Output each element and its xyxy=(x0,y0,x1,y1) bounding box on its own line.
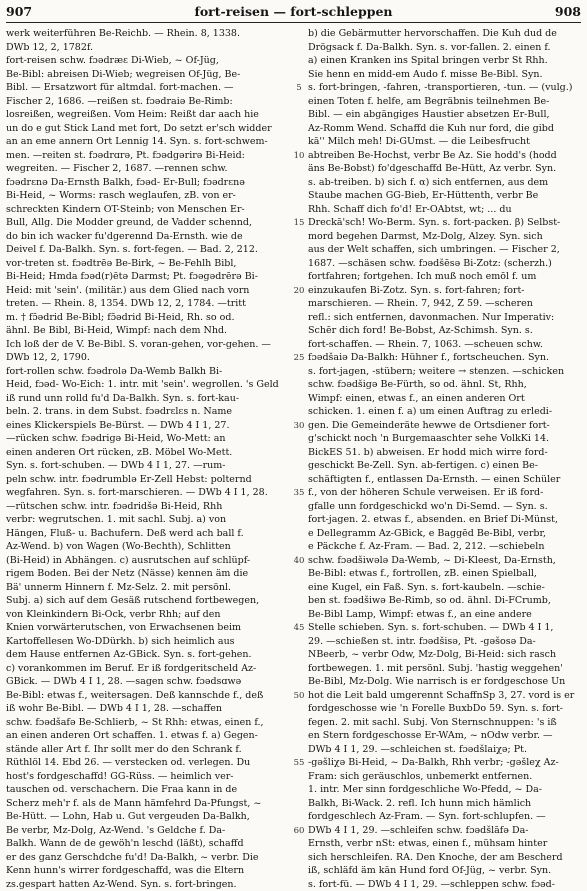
text-line: s. fort-jagen, -stübern; weitere → stenzen. —schicken xyxy=(308,365,583,379)
line-number: 60 xyxy=(290,826,308,836)
text-line: Be-Bibl, Mz-Dolg. Wie narrisch is er fordgeschose Un xyxy=(308,675,583,689)
text-line: fort-reisen schw. fɔədræɛ Di-Wieb, ~ Of-Jüg, xyxy=(6,54,290,68)
text-line: geschickt Be-Zell. Syn. ab-fertigen. c) einen Be- xyxy=(308,459,583,473)
text-line: treten. — Rhein. 8, 1354. DWb 12, 2, 1784. —tritt xyxy=(6,297,290,311)
text-line: fort-jagen. 2. etwas f., absenden. en Brief Di-Münst, xyxy=(308,513,583,527)
text-line: Syn. s. fort-schuben. — DWb 4 I 1, 27. —rum- xyxy=(6,459,290,473)
text-line: e Dellegramm Az-GBick, e Baggēd Be-Bibl, verbr, xyxy=(308,527,583,541)
text-line: aus der Welt schaffen, sich umbringen. — Fischer 2, xyxy=(308,243,583,257)
text-line: einen Toten f. helfe, am Begräbnis teilnehmen Be- xyxy=(308,95,583,109)
text-line: äns Be-Bobst) fo'dgeschaffd Be-Hütt, Az verbr. Syn. xyxy=(308,162,583,176)
text-line: Bi-Heid, ~ Worms: rasch weglaufen, zB. von er- xyxy=(6,189,290,203)
text-line: iß rund unn rolld fu'd Da-Balkh. Syn. s. fort-kau- xyxy=(6,392,290,406)
text-line: Heid: mit 'sein'. (militär.) aus dem Glied nach vorn xyxy=(6,284,290,298)
running-title: fort-reisen — fort-schleppen xyxy=(6,4,581,19)
text-line: an an eme annern Ort Lennig 14. Syn. s. fort-schwem- xyxy=(6,135,290,149)
text-line: wegreiten. — Fischer 2, 1687. —rennen schw. xyxy=(6,162,290,176)
text-line: b) die Gebärmutter hervorschaffen. Die Kuh dud de xyxy=(308,27,583,41)
text-line: Schēr dich ford! Be-Bobst, Az-Schimsh. Syn. s. xyxy=(308,324,583,338)
text-line: werk weiterführen Be-Reichb. — Rhein. 8, 1338. xyxy=(6,27,290,41)
text-line: Sie henn en midd-em Audo f. misse Be-Bibl. Syn. xyxy=(308,68,583,82)
text-line: e Päckche f. Az-Fram. — Bad. 2, 212. —schiebeln xyxy=(308,540,583,554)
text-line: Knien vorwärterutschen, von Erwachsenen beim xyxy=(6,621,290,635)
text-line: losreißen, wegreißen. Vom Heim: Reißt dar aach hie xyxy=(6,108,290,122)
text-line: Bi-Heid; Hmda fɔəd(r)ētə Darmst; Pt. fɔəgədrērə Bi- xyxy=(6,270,290,284)
text-line: Bä' unnerm Hinnern f. Mz-Selz. 2. mit persönl. xyxy=(6,581,290,595)
text-line: Be verbr, Mz-Dolg, Az-Wend. 's Geldche f. Da- xyxy=(6,824,290,838)
text-line: schw. fɔədšigə Be-Fürth, so od. ähnl. St, Rhh, xyxy=(308,378,583,392)
line-number: 50 xyxy=(290,691,308,701)
text-line: Heid, fɔəd- Wo-Eich: 1. intr. mit 'sein'. wegrollen. 's Geld xyxy=(6,378,290,392)
text-line: peln schw. intr. fɔədrumblə Er-Zell Hebst: polternd xyxy=(6,473,290,487)
text-line: fɔədšaiə Da-Balkh: Hühner f., fortscheuchen. Syn. xyxy=(308,351,583,365)
text-line: Staube machen GG-Bieb, Er-Hüttenth, verbr Be xyxy=(308,189,583,203)
text-line: m. † fɔ̄ədrid Be-Bibl; fɔ̄ədrid Bi-Heid, Rh. so od. xyxy=(6,311,290,325)
text-line: schäftigten f., entlassen Da-Ernsth. — einen Schüler xyxy=(308,473,583,487)
text-line: GBick. — DWb 4 I 1, 28. —sagen schw. fɔədsɑwə xyxy=(6,675,290,689)
text-line: c) vorankommen im Beruf. Er iß fordgeritscheld Az- xyxy=(6,662,290,676)
line-number: 55 xyxy=(290,758,308,768)
text-line: Be-Bibl: etwas f., fortrollen, zB. einen Spielball, xyxy=(308,567,583,581)
text-line: schw. fɔədšafə Be-Schlierb, ~ St Rhh: etwas, einen f., xyxy=(6,716,290,730)
text-line: Be-Bibl: abreisen Di-Wieb; wegreisen Of-Jüg, Be- xyxy=(6,68,290,82)
text-line: verbr: wegrutschen. 1. mit sachl. Subj. a) von xyxy=(6,513,290,527)
text-line: g'schickt noch 'n Burgemaaschter sehe VolkKi 14. xyxy=(308,432,583,446)
text-line: einzukaufen Bi-Zotz. Syn. s. fort-fahren; fort- xyxy=(308,284,583,298)
text-line: DWb 4 I 1, 29. —schleifen schw. fɔədšlāfə Da- xyxy=(308,824,583,838)
text-line: ben st. fɔədšiwə Be-Rimb, so od. ähnl. Di-FCrumb, xyxy=(308,594,583,608)
line-number: 5 xyxy=(290,83,308,93)
line-number-gutter xyxy=(290,27,308,867)
text-line: sich herschleifen. RA. Den Knoche, der am Bescherd xyxy=(308,851,583,865)
text-line: gfalle unn fordgeschickd wo'n Di-Semd. — Syn. s. xyxy=(308,500,583,514)
text-line: schreckten Kindern OT-Steinb; von Menschen Er- xyxy=(6,203,290,217)
right-column xyxy=(308,27,583,867)
text-line: fort-rollen schw. fɔədrolə Da-Wemb Balkh Bi- xyxy=(6,365,290,379)
text-line: -gəšliχə Bi-Heid, ~ Da-Balkh, Rhh verbr; -gəšleχ Az- xyxy=(308,756,583,770)
text-line: Be-Hütt. — Lohn, Hab u. Gut vergeuden Da-Balkh, xyxy=(6,810,290,824)
text-line: —rücken schw. fɔədrigə Bi-Heid, Wo-Mett: an xyxy=(6,432,290,446)
text-line: fortbewegen. 1. mit persönl. Subj. 'hastig weggehen' xyxy=(308,662,583,676)
text-line: abtreiben Be-Hochst, verbr Be Az. Sie hodd's (hodd xyxy=(308,149,583,163)
text-line: fortfahren; fortgehen. Ich muß noch emōl f. um xyxy=(308,270,583,284)
text-line: Hängen, Fluß- u. Bachufern. Deß werd ach ball f. xyxy=(6,527,290,541)
text-line: host's fordgeschaffd! GG-Rüss. — heimlich ver- xyxy=(6,770,290,784)
text-line: 1687. —schäsen schw. fɔədšēsə Bi-Zotz: (scherzh.) xyxy=(308,257,583,271)
text-line: —rütschen schw. intr. fɔədridšə Bi-Heid, Rhh xyxy=(6,500,290,514)
text-line: iß, schläfd äm kān Hund ford Of-Jüg, ~ verbr. Syn. xyxy=(308,864,583,878)
text-line: un do e gut Stick Land met fort, Do setzt er'sch widder xyxy=(6,122,290,136)
text-line: Rhh. Schaff dich fo'd! Er-OAbtst, wt; ... du xyxy=(308,203,583,217)
text-line: Az-Wend. b) von Wagen (Wo-Bechth), Schlitten xyxy=(6,540,290,554)
text-line: do bin ich wacker fu'dgerennd Da-Ernsth. wie de xyxy=(6,230,290,244)
line-number: 45 xyxy=(290,623,308,633)
text-line: Deivel f. Da-Balkh. Syn. s. fort-fegen. — Bad. 2, 212. xyxy=(6,243,290,257)
text-line: Be-Bibl Lamp, Wimpf: etwas f., an eine andere xyxy=(308,608,583,622)
header-rule xyxy=(6,22,581,23)
text-line: a) einen Kranken ins Spital bringen verbr St Rhh. xyxy=(308,54,583,68)
line-number: 35 xyxy=(290,488,308,498)
text-line: vor-treten st. fɔədtrēə Be-Birk, ~ Be-Fehlh Bibl, xyxy=(6,257,290,271)
text-line: von Kleinkindern Bi-Ock, verbr Rhh; auf den xyxy=(6,608,290,622)
text-line: Balkh, Bi-Wack. 2. refl. Ich hunn mich hämlich xyxy=(308,797,583,811)
text-line: DWb 12, 2, 1790. xyxy=(6,351,290,365)
text-line: ähnl. Be Bibl, Bi-Heid, Wimpf: nach dem Nhd. xyxy=(6,324,290,338)
text-line: eine Kugel, ein Faß. Syn. s. fort-kaubeln. —schie- xyxy=(308,581,583,595)
line-number: 25 xyxy=(290,353,308,363)
text-line: fordgeschlech Az-Fram. — Syn. fort-schlupfen. — xyxy=(308,810,583,824)
text-line: fɔədrɛnə Da-Ernsth Balkh, fɔəd- Er-Bull; fɔədrɛnə xyxy=(6,176,290,190)
text-line: 1. intr. Mer sinn fordgeschliche Wo-Pfedd, ~ Da- xyxy=(308,783,583,797)
text-line: Drögsack f. Da-Balkh. Syn. s. vor-fallen. 2. einen f. xyxy=(308,41,583,55)
text-line: (Bi-Heid) in Abhängen. c) ausrutschen auf schlüpf- xyxy=(6,554,290,568)
line-number: 15 xyxy=(290,218,308,228)
text-line: Subj. a) sich auf dem Gesäß rutschend fortbewegen, xyxy=(6,594,290,608)
text-line: s. fort-fü. — DWb 4 I 1, 29. —schleppen schw. fɔəd- xyxy=(308,878,583,891)
text-line: DWb 4 I 1, 29. —schleichen st. fɔədšlaiχə; Pt. xyxy=(308,743,583,757)
text-line: Scherz meh'r f. als de Mann hämfehrd Da-Pfungst, ~ xyxy=(6,797,290,811)
text-line: wegfahren. Syn. s. fort-marschieren. — DWb 4 I 1, 28. xyxy=(6,486,290,500)
text-line: Balkh. Wann de de gewöh'n leschd (läßt), schaffd xyxy=(6,837,290,851)
page-header xyxy=(6,4,581,22)
text-line: 29. —schießen st. intr. fɔədšisə, Pt. -gəšosə Da- xyxy=(308,635,583,649)
text-line: Fram: sich geräuschlos, unbemerkt entfernen. xyxy=(308,770,583,784)
text-line: Bibl. — Ersatzwort für altmdal. fort-machen. — xyxy=(6,81,290,95)
text-line: fordgeschosse wie 'n Forelle BuxbDo 59. Syn. s. fort- xyxy=(308,702,583,716)
line-number: 30 xyxy=(290,421,308,431)
text-line: zs.gespart hatten Az-Wend. Syn. s. fort-bringen. xyxy=(6,878,290,891)
text-line: BickES 51. b) abweisen. Er hodd mich wirre ford- xyxy=(308,446,583,460)
text-line: Ernsth, verbr nSt: etwas, einen f., mühsam hinter xyxy=(308,837,583,851)
text-line: kā'' Milch meh! Di-GUmst. — die Leibesfrucht xyxy=(308,135,583,149)
text-line: Bibl. — ein abgängiges Haustier absetzen Er-Bull, xyxy=(308,108,583,122)
text-line: dem Hause entfernen Az-GBick. Syn. s. fort-gehen. xyxy=(6,648,290,662)
line-number: 10 xyxy=(290,151,308,161)
text-line: en Stern fordgeschosse Er-WAm, ~ nOdw verbr. — xyxy=(308,729,583,743)
text-line: DWb 12, 2, 1782f. xyxy=(6,41,290,55)
line-number: 40 xyxy=(290,556,308,566)
text-line: er des ganz Gerschdche fu'd! Da-Balkh, ~ verbr. Die xyxy=(6,851,290,865)
text-line: iß wohr Be-Bibl. — DWb 4 I 1, 28. —schaffen xyxy=(6,702,290,716)
text-line: mord begehen Darmst, Mz-Dolg, Alzey. Syn. sich xyxy=(308,230,583,244)
text-line: men. —reiten st. fɔədrɑrə, Pt. fɔədgərirə Bi-Heid: xyxy=(6,149,290,163)
text-line: Fischer 2, 1686. —reißen st. fɔədraiə Be-Rimb: xyxy=(6,95,290,109)
text-line: NBeerb, ~ verbr Odw, Mz-Dolg, Bi-Heid: sich rasch xyxy=(308,648,583,662)
text-line: fort-schaffen. — Rhein. 7, 1063. —scheuen schw. xyxy=(308,338,583,352)
text-line: Kenn hunn's wirrer fordgeschaffd, was die Eltern xyxy=(6,864,290,878)
text-line: Dreckā'sch! Wo-Berm. Syn. s. fort-packen. β) Selbst- xyxy=(308,216,583,230)
text-line: Be-Bibl: etwas f., weitersagen. Deß kannschde f., deß xyxy=(6,689,290,703)
text-line: stände aller Art f. Ihr sollt mer do den Schrank f. xyxy=(6,743,290,757)
text-line: an einen anderen Ort schaffen. 1. etwas f. a) Gegen- xyxy=(6,729,290,743)
text-line: schicken. 1. einen f. a) um einen Auftrag zu erledi- xyxy=(308,405,583,419)
text-line: eines Klickerspiels Be-Bürst. — DWb 4 I 1, 27. xyxy=(6,419,290,433)
text-line: s. fort-bringen, -fahren, -transportieren, -tun. — (vulg.) xyxy=(308,81,583,95)
page-number-left: 907 xyxy=(6,4,32,19)
text-line: Ich loß der de V. Be-Bibl. S. voran-gehen, vor-gehen. — xyxy=(6,338,290,352)
text-line: marschieren. — Rhein. 7, 942, Z 59. —scheren xyxy=(308,297,583,311)
text-line: einen anderen Ort rücken, zB. Möbel Wo-Mett. xyxy=(6,446,290,460)
text-line: refl.: sich entfernen, davonmachen. Nur Imperativ: xyxy=(308,311,583,325)
text-line: Wimpf: einen, etwas f., an einen anderen Ort xyxy=(308,392,583,406)
text-line: hot die Leit bald umgerennt SchaffnSp 3, 27. vord is er xyxy=(308,689,583,703)
text-line: Az-Romm Wend. Schaffd die Kuh nur ford, die gibd xyxy=(308,122,583,136)
page-number-right: 908 xyxy=(555,4,581,19)
text-line: Rüthlöl 14. Ebd 26. — verstecken od. verlegen. Du xyxy=(6,756,290,770)
text-line: rigem Boden. Bei der Netz (Nässe) kennen äm die xyxy=(6,567,290,581)
text-line: Kartoffellesen Wo-DDürkh. b) sich heimlich aus xyxy=(6,635,290,649)
text-line: f., von der höheren Schule verweisen. Er iß ford- xyxy=(308,486,583,500)
text-line: gen. Die Gemeinderäte hewwe de Ortsdiener fort- xyxy=(308,419,583,433)
line-number: 20 xyxy=(290,286,308,296)
text-line: s. ab-treiben. b) sich f. α) sich entfernen, aus dem xyxy=(308,176,583,190)
left-column xyxy=(6,27,290,867)
text-line: schw. fɔədšiwələ Da-Wemb, ~ Di-Kleest, Da-Ernsth, xyxy=(308,554,583,568)
text-line: Stelle schieben. Syn. s. fort-schuben. — DWb 4 I 1, xyxy=(308,621,583,635)
text-line: beln. 2. trans. in dem Subst. fɔədrɛlɛs n. Name xyxy=(6,405,290,419)
text-line: tauschen od. verschachern. Die Fraa kann in de xyxy=(6,783,290,797)
text-line: Bull, Allg. Die Modder greund, de Vadder schennd, xyxy=(6,216,290,230)
text-line: fegen. 2. mit sachl. Subj. Von Sternschnuppen: 's iß xyxy=(308,716,583,730)
